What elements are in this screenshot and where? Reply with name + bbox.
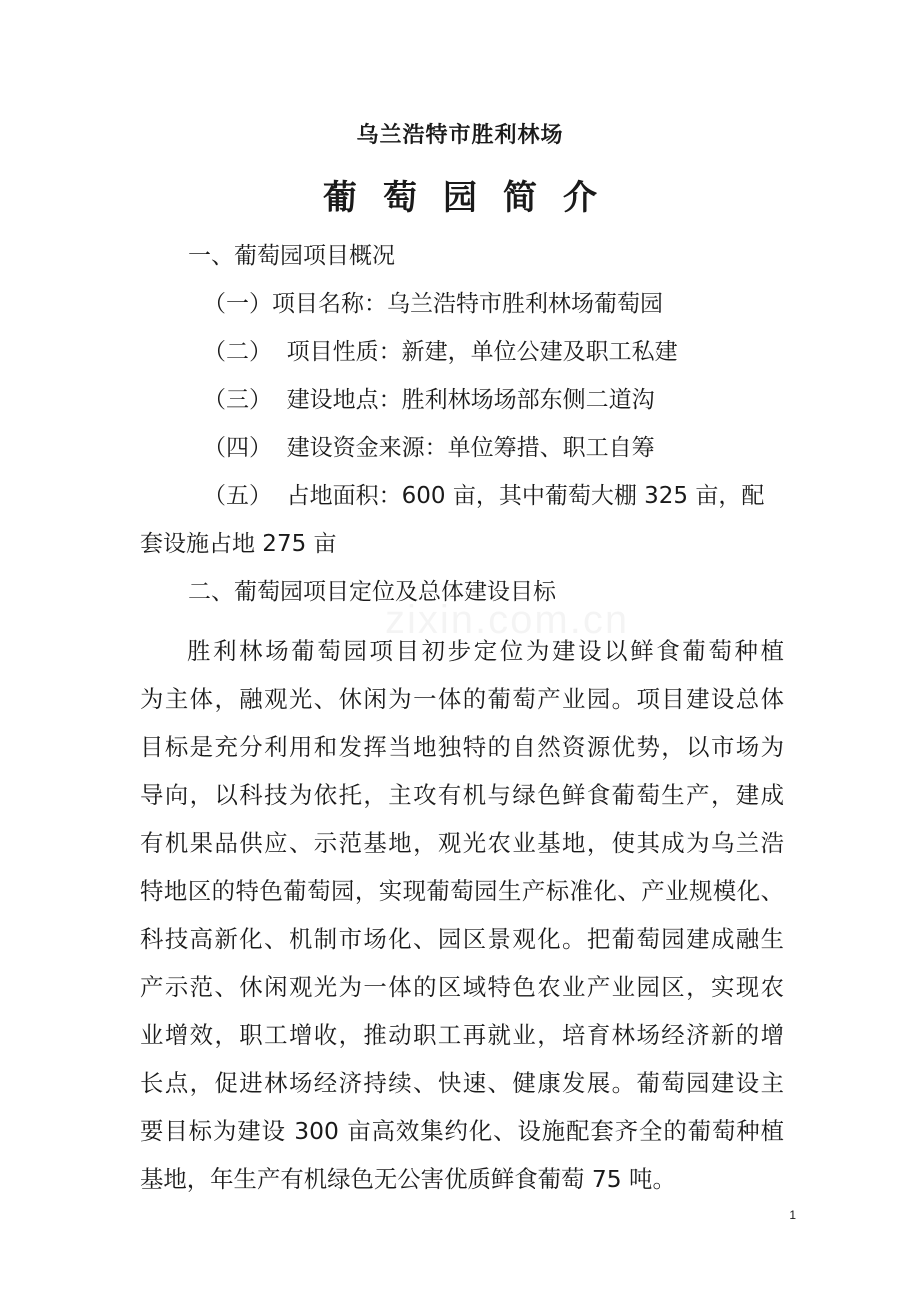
title-char: 介: [563, 178, 597, 218]
paragraph-line: 科技高新化、机制市场化、园区景观化。把葡萄园建成融生: [140, 925, 784, 953]
document-subtitle: 乌兰浩特市胜利林场: [356, 123, 564, 148]
paragraph-line: 要目标为建设 300 亩高效集约化、设施配套齐全的葡萄种植: [140, 1117, 784, 1145]
paragraph-line: 特地区的特色葡萄园，实现葡萄园生产标准化、产业规模化、: [140, 877, 784, 905]
item-area-continuation: 套设施占地 275 亩: [140, 531, 337, 557]
item-area: （五） 占地面积：600 亩，其中葡萄大棚 325 亩，配: [203, 483, 765, 509]
paragraph-line: 目标是充分利用和发挥当地独特的自然资源优势，以市场为: [140, 733, 784, 761]
paragraph-line: 导向，以科技为依托，主攻有机与绿色鲜食葡萄生产，建成: [140, 781, 784, 809]
paragraph-line: 业增效，职工增收，推动职工再就业，培育林场经济新的增: [140, 1021, 784, 1049]
title-char: 葡: [323, 178, 357, 218]
item-nature: （二） 项目性质：新建，单位公建及职工私建: [203, 339, 678, 365]
page-number: 1: [789, 1208, 796, 1222]
paragraph-line: 基地，年生产有机绿色无公害优质鲜食葡萄 75 吨。: [140, 1165, 676, 1193]
paragraph-line: 为主体，融观光、休闲为一体的葡萄产业园。项目建设总体: [140, 685, 784, 713]
item-name: （一）项目名称：乌兰浩特市胜利林场葡萄园: [203, 291, 663, 317]
paragraph-line: 长点，促进林场经济持续、快速、健康发展。葡萄园建设主: [140, 1069, 784, 1097]
title-char: 简: [503, 178, 537, 218]
paragraph-line: 产示范、休闲观光为一体的区域特色农业产业园区，实现农: [140, 973, 784, 1001]
paragraph-line: 有机果品供应、示范基地，观光农业基地，使其成为乌兰浩: [140, 829, 784, 857]
section1-heading: 一、葡萄园项目概况: [188, 243, 395, 269]
section2-paragraph: [140, 627, 784, 1203]
item-location: （三） 建设地点：胜利林场场部东侧二道沟: [203, 387, 655, 413]
paragraph-line: 胜利林场葡萄园项目初步定位为建设以鲜食葡萄种植: [187, 637, 784, 665]
document-title: [0, 170, 920, 219]
title-char: 萄: [383, 178, 417, 218]
item-funding: （四） 建设资金来源：单位筹措、职工自筹: [203, 435, 655, 461]
section2-heading: 二、葡萄园项目定位及总体建设目标: [188, 579, 556, 605]
title-char: 园: [443, 178, 477, 218]
